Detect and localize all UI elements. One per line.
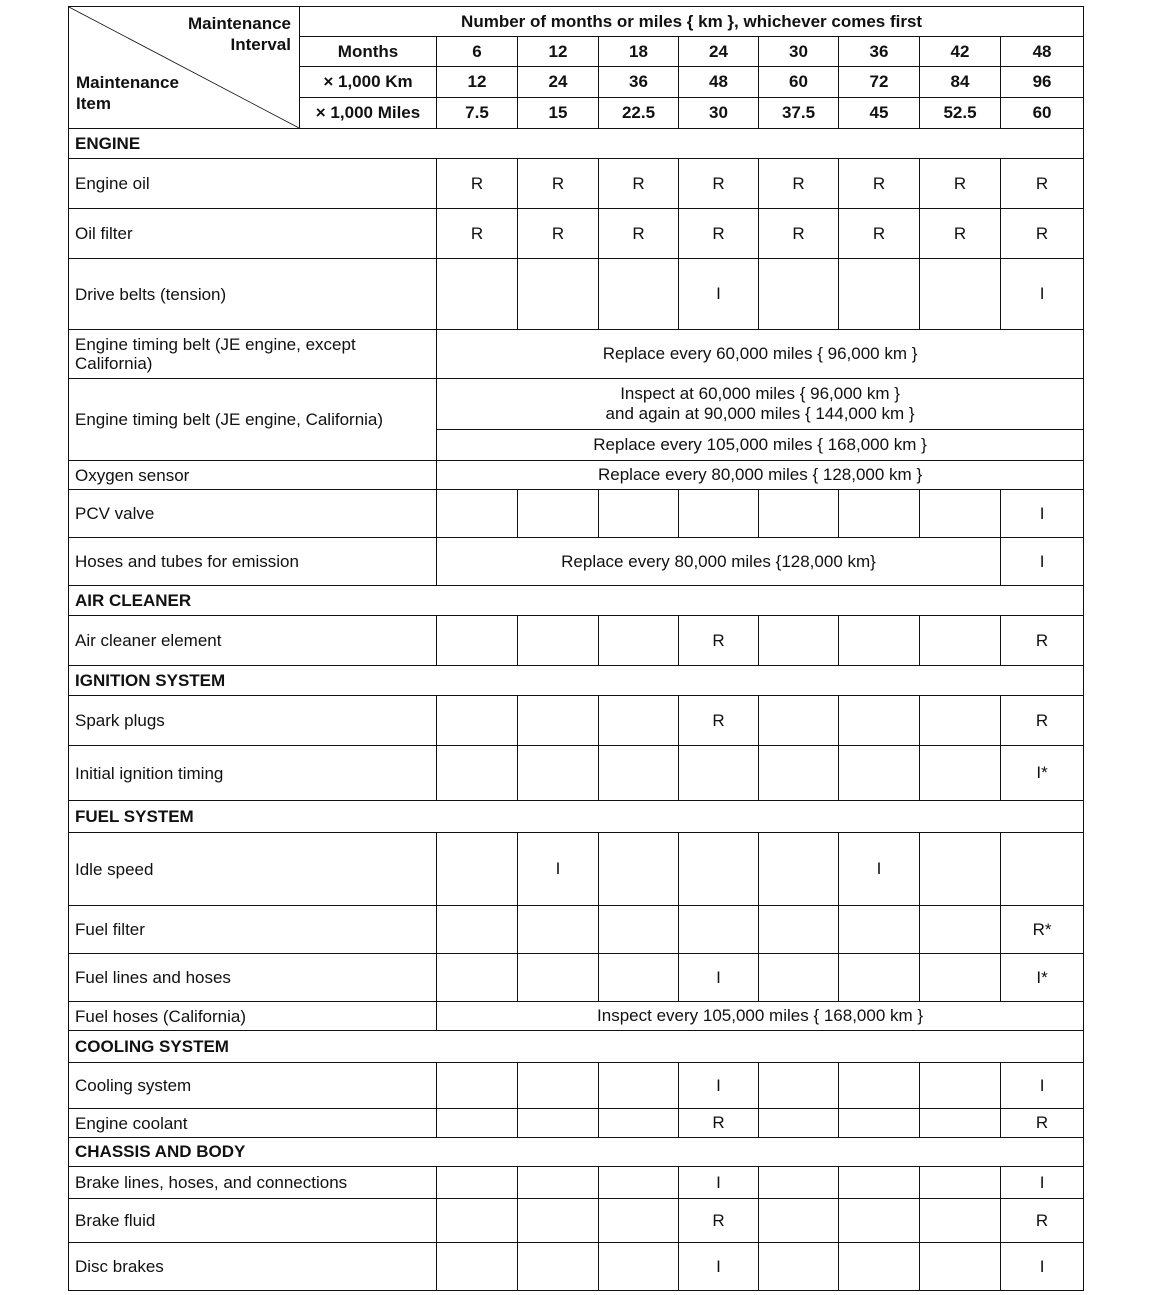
schedule-cell <box>759 1243 839 1291</box>
maintenance-interval-label: Maintenance Interval <box>188 14 291 54</box>
schedule-cell: R <box>920 209 1001 259</box>
schedule-cell <box>518 1167 599 1199</box>
schedule-note: Replace every 105,000 miles { 168,000 km } <box>437 430 1084 461</box>
schedule-cell <box>437 259 518 330</box>
schedule-cell: R <box>599 159 679 209</box>
schedule-cell <box>920 1109 1001 1138</box>
schedule-cell <box>759 906 839 954</box>
maintenance-item-name: Oxygen sensor <box>69 461 437 490</box>
maintenance-item-name: Brake lines, hoses, and connections <box>69 1167 437 1199</box>
maintenance-item-name: Disc brakes <box>69 1243 437 1291</box>
schedule-cell: I <box>1001 538 1084 586</box>
schedule-cell <box>920 490 1001 538</box>
schedule-cell: I <box>1001 1167 1084 1199</box>
schedule-cell <box>437 696 518 746</box>
schedule-cell <box>1001 833 1084 906</box>
schedule-cell <box>679 906 759 954</box>
schedule-cell: I <box>1001 1243 1084 1291</box>
schedule-cell <box>437 1243 518 1291</box>
schedule-cell <box>599 906 679 954</box>
schedule-cell <box>839 259 920 330</box>
schedule-cell <box>839 746 920 801</box>
schedule-cell <box>839 906 920 954</box>
schedule-cell <box>679 746 759 801</box>
miles-header-cell: 60 <box>1001 98 1084 129</box>
schedule-cell <box>839 1243 920 1291</box>
schedule-cell <box>437 1199 518 1243</box>
schedule-cell: R <box>679 209 759 259</box>
km-header-cell: 72 <box>839 67 920 98</box>
km-header-cell: 96 <box>1001 67 1084 98</box>
table-row <box>69 209 1084 259</box>
schedule-cell <box>599 616 679 666</box>
schedule-cell <box>518 696 599 746</box>
schedule-cell: I <box>679 1167 759 1199</box>
schedule-cell <box>920 696 1001 746</box>
maintenance-item-label: Maintenance Item <box>76 73 179 113</box>
schedule-cell <box>839 490 920 538</box>
schedule-cell <box>599 954 679 1002</box>
schedule-cell: R <box>679 696 759 746</box>
maintenance-item-name: Brake fluid <box>69 1199 437 1243</box>
schedule-cell <box>920 954 1001 1002</box>
table-row <box>69 1063 1084 1109</box>
schedule-cell <box>599 1063 679 1109</box>
section-row <box>69 1031 1084 1063</box>
schedule-cell <box>759 1167 839 1199</box>
schedule-cell: I* <box>1001 954 1084 1002</box>
schedule-cell <box>437 746 518 801</box>
schedule-cell: I <box>679 954 759 1002</box>
table-row <box>69 1109 1084 1138</box>
maintenance-item-name: Engine oil <box>69 159 437 209</box>
maintenance-item-name: Cooling system <box>69 1063 437 1109</box>
schedule-cell <box>518 1199 599 1243</box>
table-row <box>69 259 1084 330</box>
table-row <box>69 538 1084 586</box>
table-row <box>69 379 1084 430</box>
schedule-cell: R <box>1001 696 1084 746</box>
schedule-cell <box>839 1063 920 1109</box>
section-heading: CHASSIS AND BODY <box>69 1138 1084 1167</box>
schedule-cell: I <box>679 259 759 330</box>
schedule-cell: R <box>1001 616 1084 666</box>
schedule-cell <box>437 1167 518 1199</box>
schedule-cell: R <box>759 209 839 259</box>
schedule-cell: R <box>679 616 759 666</box>
schedule-cell <box>518 746 599 801</box>
km-header-cell: 36 <box>599 67 679 98</box>
km-header-cell: 12 <box>437 67 518 98</box>
schedule-cell <box>839 616 920 666</box>
schedule-cell <box>518 906 599 954</box>
schedule-cell <box>839 1167 920 1199</box>
schedule-cell: R <box>1001 209 1084 259</box>
schedule-cell: R <box>839 159 920 209</box>
table-row <box>69 696 1084 746</box>
table-row <box>69 746 1084 801</box>
schedule-cell: I <box>1001 1063 1084 1109</box>
miles-header-cell: 22.5 <box>599 98 679 129</box>
schedule-cell <box>759 1199 839 1243</box>
section-heading: AIR CLEANER <box>69 586 1084 616</box>
schedule-cell <box>920 616 1001 666</box>
miles-header-cell: 45 <box>839 98 920 129</box>
schedule-cell <box>839 1199 920 1243</box>
schedule-cell <box>599 696 679 746</box>
schedule-cell <box>920 746 1001 801</box>
schedule-cell <box>679 833 759 906</box>
schedule-cell: R <box>437 209 518 259</box>
km-header-cell: 24 <box>518 67 599 98</box>
schedule-cell <box>920 1199 1001 1243</box>
section-row <box>69 801 1084 833</box>
schedule-cell: I* <box>1001 746 1084 801</box>
maintenance-item-name: Air cleaner element <box>69 616 437 666</box>
schedule-cell <box>839 954 920 1002</box>
schedule-cell: R <box>839 209 920 259</box>
schedule-cell <box>759 696 839 746</box>
months-header-cell: 36 <box>839 37 920 67</box>
maintenance-schedule-table <box>68 6 1084 1291</box>
schedule-cell: R <box>679 1109 759 1138</box>
schedule-cell <box>599 746 679 801</box>
section-row <box>69 129 1084 159</box>
schedule-cell <box>518 490 599 538</box>
schedule-cell <box>759 833 839 906</box>
months-label: Months <box>300 37 437 67</box>
schedule-cell <box>437 954 518 1002</box>
schedule-cell <box>599 833 679 906</box>
schedule-note: Replace every 80,000 miles {128,000 km} <box>437 538 1001 586</box>
table-row <box>69 1167 1084 1199</box>
schedule-cell <box>437 616 518 666</box>
maintenance-item-name: Spark plugs <box>69 696 437 746</box>
maintenance-item-name: Initial ignition timing <box>69 746 437 801</box>
months-header-cell: 18 <box>599 37 679 67</box>
schedule-cell <box>839 1109 920 1138</box>
months-header-cell: 12 <box>518 37 599 67</box>
schedule-cell <box>437 490 518 538</box>
schedule-cell: R <box>679 159 759 209</box>
schedule-cell <box>599 1167 679 1199</box>
interval-span-title: Number of months or miles { km }, whichever comes first <box>300 7 1084 37</box>
schedule-cell: R <box>518 209 599 259</box>
km-header-cell: 60 <box>759 67 839 98</box>
miles-header-cell: 7.5 <box>437 98 518 129</box>
miles-header-cell: 30 <box>679 98 759 129</box>
months-header-cell: 24 <box>679 37 759 67</box>
section-heading: IGNITION SYSTEM <box>69 666 1084 696</box>
schedule-cell <box>759 259 839 330</box>
schedule-cell: I <box>1001 490 1084 538</box>
schedule-note: Replace every 60,000 miles { 96,000 km } <box>437 330 1084 379</box>
maintenance-item-name: Engine timing belt (JE engine, except California) <box>69 330 437 379</box>
schedule-cell: R <box>679 1199 759 1243</box>
maintenance-item-name: Engine timing belt (JE engine, California) <box>69 379 437 461</box>
schedule-cell: R <box>599 209 679 259</box>
section-row <box>69 1138 1084 1167</box>
table-row <box>69 833 1084 906</box>
schedule-cell <box>759 954 839 1002</box>
km-label: × 1,000 Km <box>300 67 437 98</box>
schedule-cell <box>518 259 599 330</box>
km-header-cell: 84 <box>920 67 1001 98</box>
schedule-cell: I <box>518 833 599 906</box>
schedule-cell <box>920 906 1001 954</box>
miles-header-cell: 52.5 <box>920 98 1001 129</box>
section-heading: COOLING SYSTEM <box>69 1031 1084 1063</box>
schedule-cell <box>518 616 599 666</box>
table-row <box>69 616 1084 666</box>
km-header-cell: 48 <box>679 67 759 98</box>
schedule-cell <box>518 1063 599 1109</box>
schedule-cell: I <box>679 1243 759 1291</box>
miles-header-cell: 37.5 <box>759 98 839 129</box>
table-row <box>69 906 1084 954</box>
maintenance-item-name: Drive belts (tension) <box>69 259 437 330</box>
schedule-cell <box>599 490 679 538</box>
maintenance-item-name: Fuel hoses (California) <box>69 1002 437 1031</box>
months-header-cell: 6 <box>437 37 518 67</box>
schedule-cell: R <box>1001 1109 1084 1138</box>
schedule-cell <box>920 833 1001 906</box>
maintenance-item-name: Oil filter <box>69 209 437 259</box>
schedule-cell: R* <box>1001 906 1084 954</box>
schedule-cell <box>679 490 759 538</box>
schedule-cell <box>599 1243 679 1291</box>
schedule-cell <box>759 490 839 538</box>
maintenance-item-name: Hoses and tubes for emission <box>69 538 437 586</box>
schedule-cell <box>920 259 1001 330</box>
schedule-cell <box>518 954 599 1002</box>
table-row <box>69 330 1084 379</box>
schedule-cell <box>437 833 518 906</box>
months-header-cell: 48 <box>1001 37 1084 67</box>
maintenance-item-name: Idle speed <box>69 833 437 906</box>
schedule-cell: I <box>679 1063 759 1109</box>
schedule-cell <box>518 1109 599 1138</box>
section-row <box>69 586 1084 616</box>
schedule-cell: R <box>1001 159 1084 209</box>
miles-header-cell: 15 <box>518 98 599 129</box>
miles-label: × 1,000 Miles <box>300 98 437 129</box>
table-row <box>69 1199 1084 1243</box>
schedule-cell <box>437 906 518 954</box>
schedule-note: Inspect every 105,000 miles { 168,000 km } <box>437 1002 1084 1031</box>
months-header-cell: 30 <box>759 37 839 67</box>
table-row <box>69 490 1084 538</box>
maintenance-item-name: Fuel filter <box>69 906 437 954</box>
table-row <box>69 954 1084 1002</box>
schedule-cell <box>759 616 839 666</box>
schedule-cell <box>920 1063 1001 1109</box>
schedule-cell <box>599 259 679 330</box>
schedule-cell <box>839 696 920 746</box>
table-row <box>69 1002 1084 1031</box>
months-header-cell: 42 <box>920 37 1001 67</box>
schedule-cell <box>599 1109 679 1138</box>
maintenance-item-name: Engine coolant <box>69 1109 437 1138</box>
schedule-cell <box>518 1243 599 1291</box>
maintenance-item-name: PCV valve <box>69 490 437 538</box>
schedule-cell: I <box>839 833 920 906</box>
schedule-cell <box>759 1063 839 1109</box>
schedule-cell <box>920 1243 1001 1291</box>
schedule-cell <box>437 1109 518 1138</box>
section-heading: ENGINE <box>69 129 1084 159</box>
schedule-cell: R <box>518 159 599 209</box>
table-row <box>69 1243 1084 1291</box>
section-row <box>69 666 1084 696</box>
schedule-cell: R <box>759 159 839 209</box>
schedule-note: Replace every 80,000 miles { 128,000 km } <box>437 461 1084 490</box>
table-row <box>69 461 1084 490</box>
schedule-cell: R <box>437 159 518 209</box>
maintenance-item-name: Fuel lines and hoses <box>69 954 437 1002</box>
schedule-cell: R <box>1001 1199 1084 1243</box>
schedule-cell: I <box>1001 259 1084 330</box>
schedule-cell <box>759 746 839 801</box>
schedule-note: Inspect at 60,000 miles { 96,000 km } and again at 90,000 miles { 144,000 km } <box>437 379 1084 430</box>
header-corner-cell <box>69 7 300 129</box>
schedule-cell <box>920 1167 1001 1199</box>
schedule-cell <box>437 1063 518 1109</box>
schedule-cell: R <box>920 159 1001 209</box>
table-row <box>69 159 1084 209</box>
schedule-cell <box>759 1109 839 1138</box>
section-heading: FUEL SYSTEM <box>69 801 1084 833</box>
schedule-cell <box>599 1199 679 1243</box>
